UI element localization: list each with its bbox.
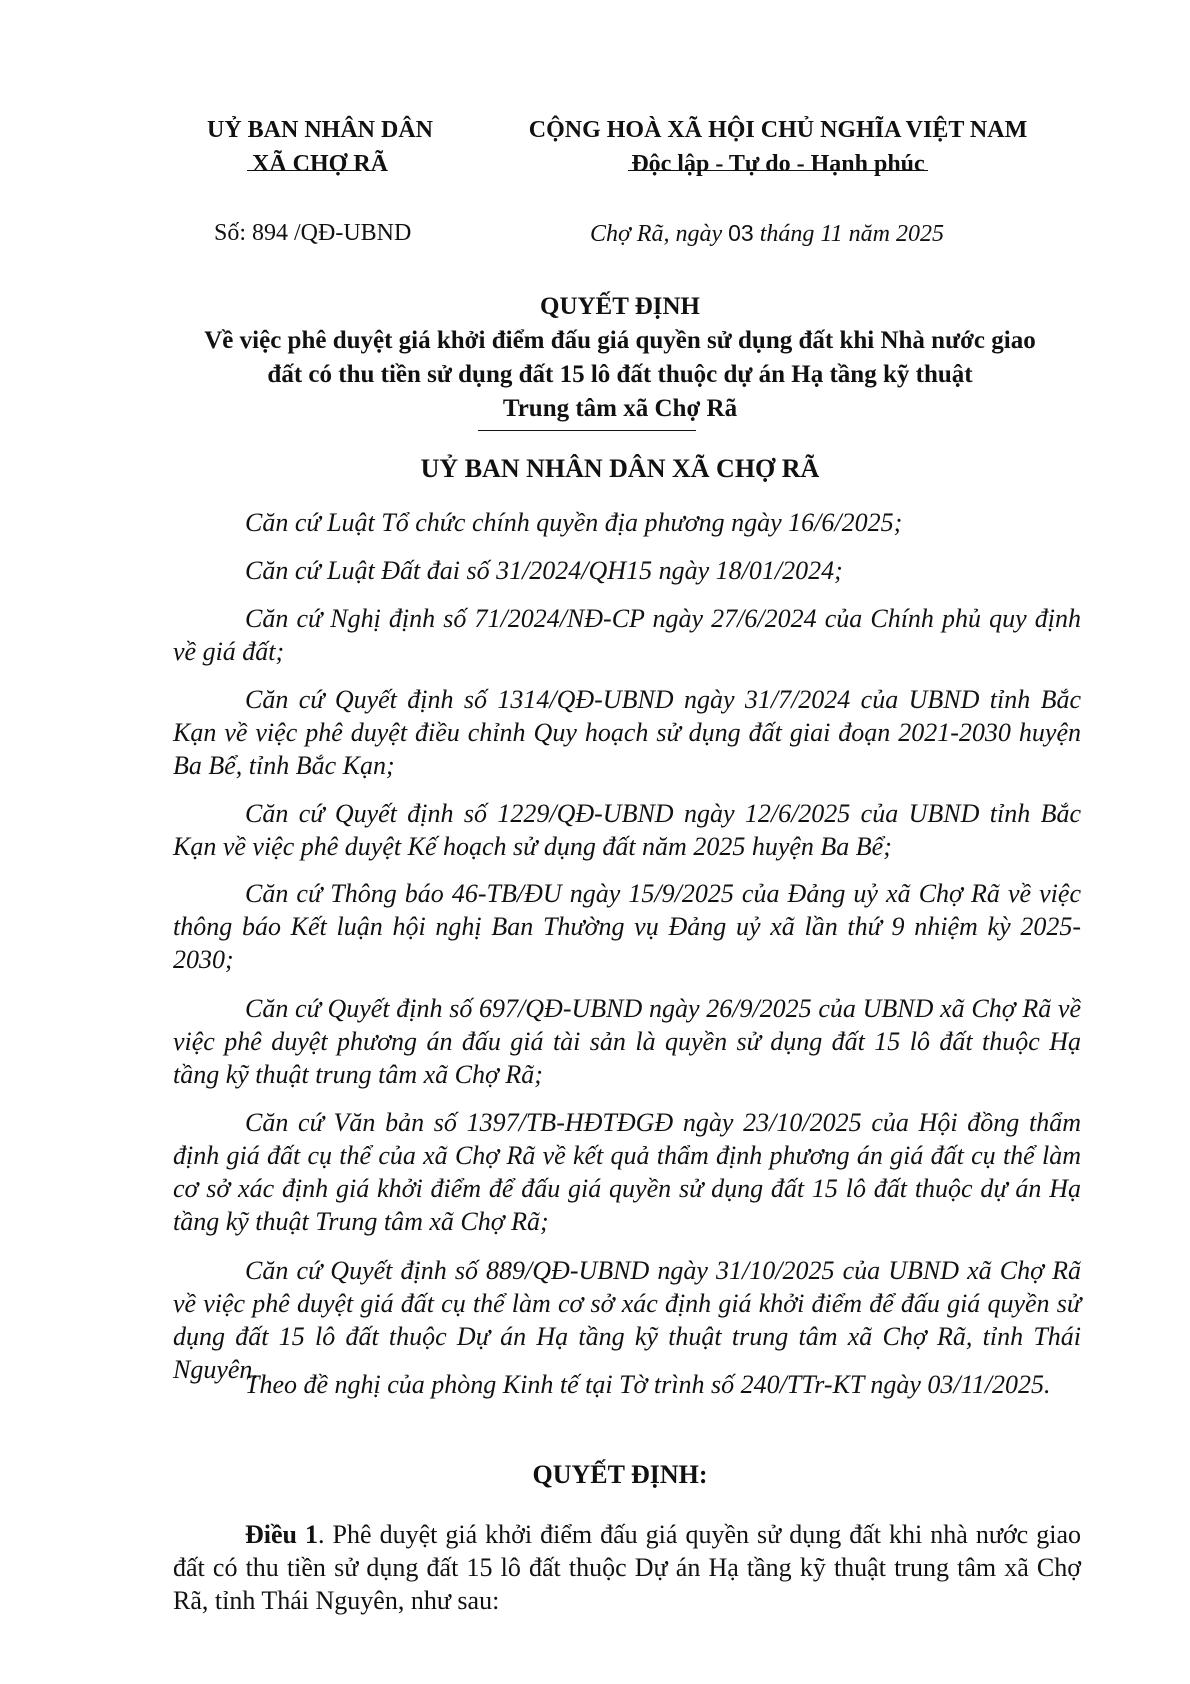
basis-1: Căn cứ Luật Tổ chức chính quyền địa phương ngày 16/6/2025; (245, 508, 903, 537)
basis-6: Căn cứ Thông báo 46-TB/ĐU ngày 15/9/2025 của Đảng uỷ xã Chợ Rã về việc thông báo Kết luận hội nghị Ban Thường vụ Đảng uỷ xã lần thứ 9 nhiệm kỳ 2025-2030; (173, 879, 1081, 974)
title-underline (478, 430, 696, 431)
subject-line-2: đất có thu tiền sử dụng đất 15 lô đất thuộc dự án Hạ tầng kỹ thuật (267, 361, 973, 388)
basis-5: Căn cứ Quyết định số 1229/QĐ-UBND ngày 12/6/2025 của UBND tỉnh Bắc Kạn về việc phê duyệt Kế hoạch sử dụng đất năm 2025 huyện Ba Bể; (173, 799, 1081, 861)
article-1-text: . Phê duyệt giá khởi điểm đấu giá quyền sử dụng đất khi nhà nước giao đất có thu tiền sử dụng đất 15 lô đất thuộc Dự án Hạ tầng kỹ thuật trung tâm xã Chợ Rã, tỉnh Thái Nguyên, như sau: (173, 1520, 1082, 1615)
basis-4: Căn cứ Quyết định số 1314/QĐ-UBND ngày 31/7/2024 của UBND tỉnh Bắc Kạn về việc phê duyệt điều chỉnh Quy hoạch sử dụng đất giai đoạn 2021-2030 huyện Ba Bể, tỉnh Bắc Kạn; (173, 685, 1081, 780)
basis-7: Căn cứ Quyết định số 697/QĐ-UBND ngày 26/9/2025 của UBND xã Chợ Rã về việc phê duyệt phương án đấu giá tài sản là quyền sử dụng đất 15 lô đất thuộc Hạ tầng kỹ thuật trung tâm xã Chợ Rã; (173, 994, 1081, 1089)
basis-2: Căn cứ Luật Đất đai số 31/2024/QH15 ngày 18/01/2024; (245, 556, 843, 585)
agency-line-2: XÃ CHỢ RÃ (252, 151, 388, 177)
article-1-label: Điều 1 (245, 1520, 319, 1549)
subject-line-3: Trung tâm xã Chợ Rã (502, 395, 738, 422)
date-prefix: Chợ Rã, ngày (590, 221, 723, 247)
authority-heading: UỶ BAN NHÂN DÂN XÃ CHỢ RÃ (420, 454, 820, 483)
agency-line-1: UỶ BAN NHÂN DÂN (207, 117, 433, 143)
decision-heading: QUYẾT ĐỊNH: (532, 1460, 708, 1489)
basis-8: Căn cứ Văn bản số 1397/TB-HĐTĐGĐ ngày 23/10/2025 của Hội đồng thẩm định giá đất cụ thể của xã Chợ Rã về kết quả thẩm định phương án giá đất cụ thể làm cơ sở xác định giá khởi điểm để đấu giá quyền sử dụng đất 15 lô đất thuộc dự án Hạ tầng kỹ thuật Trung tâm xã Chợ Rã; (173, 1108, 1081, 1236)
document-number: Số: 894 /QĐ-UBND (214, 220, 412, 246)
title-heading: QUYẾT ĐỊNH (540, 293, 700, 320)
document-date (590, 216, 944, 251)
date-day: 03 (728, 220, 754, 246)
country-name: CỘNG HOÀ XÃ HỘI CHỦ NGHĨA VIỆT NAM (528, 117, 1028, 143)
date-suffix: tháng 11 năm 2025 (759, 221, 944, 247)
motto-underline (628, 170, 928, 171)
subject-line-1: Về việc phê duyệt giá khởi điểm đấu giá quyền sử dụng đất khi Nhà nước giao (204, 327, 1036, 354)
motto-line: Độc lập - Tự do - Hạnh phúc (631, 151, 925, 177)
agency-underline (247, 170, 355, 171)
document-title (160, 290, 1080, 426)
article-1 (173, 1518, 1081, 1617)
proposal: Theo đề nghị của phòng Kinh tế tại Tờ trình số 240/TTr-KT ngày 03/11/2025. (245, 1370, 1051, 1399)
basis-3: Căn cứ Nghị định số 71/2024/NĐ-CP ngày 27/6/2024 của Chính phủ quy định về giá đất; (173, 604, 1081, 666)
basis-9: Căn cứ Quyết định số 889/QĐ-UBND ngày 31/10/2025 của UBND xã Chợ Rã về việc phê duyệt giá đất cụ thể làm cơ sở xác định giá khởi điểm để đấu giá quyền sử dụng đất 15 lô đất thuộc Dự án Hạ tầng kỹ thuật trung tâm xã Chợ Rã, tỉnh Thái Nguyên. (173, 1256, 1081, 1384)
